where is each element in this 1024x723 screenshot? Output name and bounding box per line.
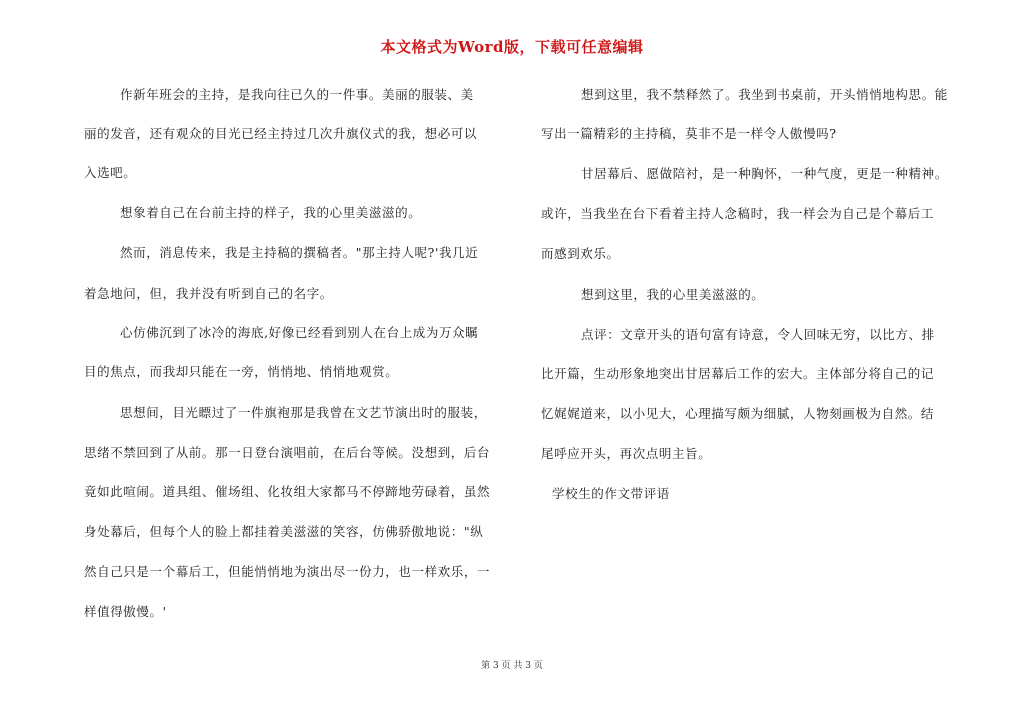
right-line-7: 点评：文章开头的语句富有诗意，令人回味无穷，以比方、排 <box>581 327 935 342</box>
right-line-2: 写出一篇精彩的主持稿，莫非不是一样令人傲慢吗? <box>541 126 837 141</box>
left-line-11: 竟如此喧闹。道具组、催场组、化妆组大家都马不停蹄地劳碌着，虽然 <box>84 484 491 499</box>
right-line-5: 而感到欢乐。 <box>541 246 620 261</box>
right-line-3: 甘居幕后、愿做陪衬，是一种胸怀，一种气度，更是一种精神。 <box>581 166 948 181</box>
right-line-11: 学校生的作文带评语 <box>552 486 670 501</box>
left-line-2: 丽的发音，还有观众的目光已经主持过几次升旗仪式的我，想必可以 <box>84 126 478 141</box>
left-line-6: 着急地问，但，我并没有听到自己的名字。 <box>84 286 333 301</box>
left-line-7: 心仿佛沉到了冰冷的海底,好像已经看到别人在台上成为万众瞩 <box>120 325 479 340</box>
right-line-8: 比开篇，生动形象地突出甘居幕后工作的宏大。主体部分将自己的记 <box>541 366 935 381</box>
right-line-4: 或许，当我坐在台下看着主持人念稿时，我一样会为自己是个幕后工 <box>541 206 935 221</box>
left-line-5: 然而，消息传来，我是主持稿的撰稿者。"那主持人呢?'我几近 <box>120 245 479 260</box>
left-line-3: 入选吧。 <box>84 165 137 180</box>
left-line-4: 想象着自己在台前主持的样子，我的心里美滋滋的。 <box>120 205 422 220</box>
left-line-14: 样值得傲慢。' <box>84 604 167 619</box>
left-line-9: 思想间，目光瞟过了一件旗袍那是我曾在文艺节演出时的服装， <box>120 405 487 420</box>
watermark-banner: 本文格式为Word版，下载可任意编辑 <box>380 38 644 56</box>
left-line-1: 作新年班会的主持，是我向往已久的一件事。美丽的服装、美 <box>120 87 474 102</box>
page-number: 第 3 页 共 3 页 <box>481 661 543 671</box>
left-line-10: 思绪不禁回到了从前。那一日登台演唱前，在后台等候。没想到，后台 <box>84 445 491 460</box>
left-line-13: 然自己只是一个幕后工，但能悄悄地为演出尽一份力，也一样欢乐，一 <box>84 564 491 579</box>
right-line-6: 想到这里，我的心里美滋滋的。 <box>581 287 765 302</box>
right-line-10: 尾呼应开头，再次点明主旨。 <box>541 446 712 461</box>
right-line-9: 忆娓娓道来，以小见大，心理描写颇为细腻，人物刻画极为自然。结 <box>541 406 935 421</box>
left-line-12: 身处幕后，但每个人的脸上都挂着美滋滋的笑容，仿佛骄傲地说："纵 <box>84 524 484 539</box>
right-line-1: 想到这里，我不禁释然了。我坐到书桌前，开头悄悄地构思。能 <box>581 87 948 102</box>
left-line-8: 目的焦点，而我却只能在一旁，悄悄地、悄悄地观赏。 <box>84 364 399 379</box>
